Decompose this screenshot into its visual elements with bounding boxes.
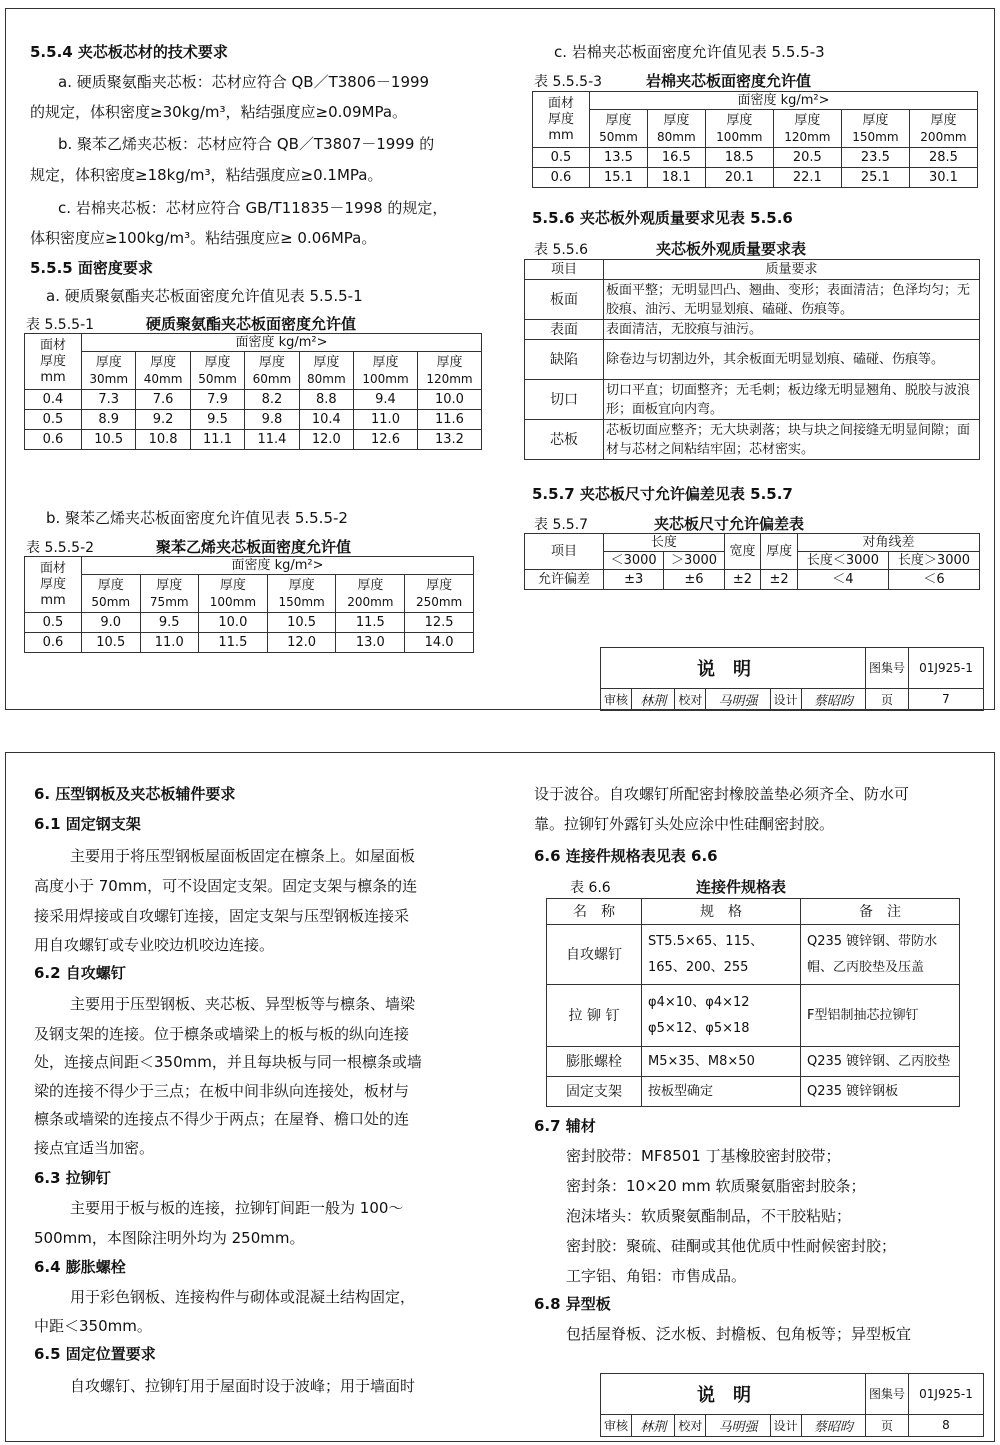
section-5-5-6-heading: 5.5.6 夹芯板外观质量要求见表 5.5.6 — [532, 209, 793, 227]
page-number: 8 — [909, 1414, 984, 1436]
table-header-row — [525, 534, 980, 552]
column-header — [82, 352, 136, 390]
table-cell: 9.5 — [190, 410, 244, 430]
table-cell: 11.5 — [199, 633, 268, 653]
text-line: 密封胶带：MF8501 丁基橡胶密封胶带； — [566, 1147, 841, 1165]
atlas-number: 01J925-1 — [909, 1374, 984, 1415]
drawing-title: 说明 — [601, 648, 866, 689]
table-cell: 18.5 — [705, 148, 773, 168]
table-number: 表 5.5.7 — [534, 517, 589, 533]
table-cell: 10.0 — [199, 613, 268, 633]
text-line: 自攻螺钉、拉铆钉用于屋面时设于波峰；用于墙面时 — [70, 1377, 416, 1395]
column-header: 长度＞3000 — [888, 552, 979, 570]
column-header — [841, 110, 909, 148]
column-header-unit: 120mm — [784, 129, 831, 144]
table-cell: 10.0 — [417, 390, 481, 410]
drawing-title: 说明 — [601, 1374, 866, 1415]
text-line: 主要用于板与板的连接，拉铆钉间距一般为 100～ — [70, 1199, 404, 1217]
table-cell: Q235 镀锌钢板 — [801, 1077, 960, 1107]
table-title: 夹芯板尺寸允许偏差表 — [654, 515, 805, 533]
column-header-unit: 40mm — [143, 371, 183, 386]
text-line: b. 聚苯乙烯夹芯板：芯材应符合 QB／T3807－1999 的 — [58, 135, 435, 153]
page-8 — [5, 752, 995, 1442]
design-label: 设计 — [770, 1414, 801, 1436]
group-header: 面密度 kg/m²> — [82, 334, 482, 352]
table-cell: 10.5 — [267, 613, 336, 633]
table-header-row — [25, 334, 482, 352]
section-5-5-7-heading: 5.5.7 夹芯板尺寸允许偏差见表 5.5.7 — [532, 485, 793, 503]
text-line: 靠。拉铆钉外露钉头处应涂中性硅酮密封胶。 — [534, 815, 835, 833]
table-cell: 切口平直；切面整齐；无毛刺；板边缘无明显翘角、脱胶与波浪形；面板宜向内弯。 — [604, 380, 980, 420]
row-label: 0.5 — [533, 148, 590, 168]
column-header-unit: 100mm — [362, 371, 409, 386]
column-header — [190, 352, 244, 390]
table-5-5-7 — [524, 533, 980, 590]
text-line: 处，连接点间距＜350mm，并且每块板与同一根檩条或墙 — [34, 1053, 422, 1071]
column-header-unit: 150mm — [278, 594, 325, 609]
column-header — [136, 352, 190, 390]
group-header: 面密度 kg/m²> — [82, 557, 474, 575]
table-cell: 表面清洁，无胶痕与油污。 — [604, 320, 980, 340]
table-row — [525, 280, 980, 320]
row-label: 芯板 — [525, 420, 604, 460]
table-row — [547, 985, 960, 1047]
table-cell: 12.5 — [405, 613, 474, 633]
column-header-label: 厚度 — [150, 354, 177, 370]
table-cell: 12.0 — [299, 430, 353, 450]
table-number: 表 5.5.5-1 — [26, 317, 95, 333]
text-line: b. 聚苯乙烯夹芯板面密度允许值见表 5.5.5-2 — [46, 509, 348, 527]
column-header-unit: 150mm — [852, 129, 899, 144]
table-cell: 10.5 — [82, 430, 136, 450]
column-header — [267, 575, 336, 613]
column-header-label: 厚度 — [862, 112, 889, 128]
text-line: c. 岩棉夹芯板：芯材应符合 GB/T11835－1998 的规定， — [58, 199, 448, 217]
text-line: 高度小于 70mm，可不设固定支架。固定支架与檩条的连 — [34, 877, 418, 895]
column-header: 项目 — [525, 260, 604, 280]
column-header: ＜3000 — [604, 552, 664, 570]
table-cell: 11.4 — [245, 430, 299, 450]
table-number: 表 6.6 — [570, 880, 611, 896]
text-line: 接采用焊接或自攻螺钉连接，固定支架与压型钢板连接采 — [34, 907, 410, 925]
column-header: 质量要求 — [604, 260, 980, 280]
table-cell: 9.4 — [354, 390, 418, 410]
table-cell: 8.2 — [245, 390, 299, 410]
column-header: 规 格 — [642, 899, 801, 925]
table-row — [25, 390, 482, 410]
column-header-label: 厚度 — [426, 577, 453, 593]
table-5-5-5-3 — [532, 91, 978, 188]
text-line: 主要用于将压型钢板屋面板固定在檩条上。如屋面板 — [70, 847, 416, 865]
section-6-2-heading: 6.2 自攻螺钉 — [34, 964, 126, 982]
corner-header: 面材 厚度 mm — [533, 92, 590, 148]
column-header-unit: 100mm — [209, 594, 257, 609]
table-cell: 18.1 — [647, 168, 705, 188]
row-label: 缺陷 — [525, 340, 604, 380]
section-6-5-heading: 6.5 固定位置要求 — [34, 1345, 156, 1363]
column-header-unit: 200mm — [920, 129, 967, 144]
column-header-unit: 75mm — [149, 594, 189, 609]
table-cell: ±2 — [724, 570, 761, 590]
column-header — [82, 575, 141, 613]
column-header-label: 厚度 — [95, 354, 122, 370]
table-row — [525, 380, 980, 420]
text-line: 500mm，本图除注明外均为 250mm。 — [34, 1229, 305, 1247]
column-header-label: 厚度 — [930, 112, 957, 128]
row-label: 0.5 — [25, 410, 82, 430]
table-cell: 15.1 — [590, 168, 648, 188]
design-signature: 蔡昭昀 — [801, 1414, 865, 1436]
text-line: 设于波谷。自攻螺钉所配密封橡胶盖垫必须齐全、防水可 — [534, 785, 910, 803]
corner-header: 面材 厚度 mm — [25, 557, 82, 613]
column-header: 长度 — [604, 534, 725, 552]
section-6-4-heading: 6.4 膨胀螺栓 — [34, 1258, 126, 1276]
column-header-unit: 200mm — [347, 594, 394, 609]
column-header-label: 厚度 — [204, 354, 231, 370]
table-header-row — [533, 110, 978, 148]
table-cell: 23.5 — [841, 148, 909, 168]
table-header-row — [25, 575, 474, 613]
text-line: c. 岩棉夹芯板面密度允许值见表 5.5.5-3 — [554, 43, 825, 61]
section-6-heading: 6. 压型钢板及夹芯板辅件要求 — [34, 785, 236, 803]
row-label: 表面 — [525, 320, 604, 340]
table-cell: Q235 镀锌钢、带防水 帽、乙丙胶垫及压盖 — [801, 925, 960, 985]
table-cell: 10.8 — [136, 430, 190, 450]
check-label: 校对 — [675, 1414, 706, 1436]
text-line: 中距＜350mm。 — [34, 1317, 152, 1335]
column-header-label: 厚度 — [258, 354, 285, 370]
title-block-row — [601, 648, 984, 689]
text-line: 泡沫堵头：软质聚氨酯制品，不干胶粘贴； — [566, 1207, 852, 1225]
column-header: 项目 — [525, 534, 604, 570]
row-label: 允许偏差 — [525, 570, 604, 590]
section-6-7-heading: 6.7 辅材 — [534, 1117, 596, 1135]
table-cell: 13.5 — [590, 148, 648, 168]
table-cell: 7.3 — [82, 390, 136, 410]
row-label: 板面 — [525, 280, 604, 320]
table-cell: F型铝制抽芯拉铆钉 — [801, 985, 960, 1047]
text-line: 密封条：10×20 mm 软质聚氨脂密封胶条； — [566, 1177, 866, 1195]
review-signature: 林荆 — [632, 688, 675, 710]
table-cell: 14.0 — [405, 633, 474, 653]
table-cell: ST5.5×65、115、 165、200、255 — [642, 925, 801, 985]
table-cell: 8.8 — [299, 390, 353, 410]
page-label: 页 — [866, 688, 909, 710]
column-header — [417, 352, 481, 390]
text-line: a. 硬质聚氨酯夹芯板面密度允许值见表 5.5.5-1 — [46, 287, 363, 305]
table-row — [547, 925, 960, 985]
section-6-6-heading: 6.6 连接件规格表见表 6.6 — [534, 847, 718, 865]
column-header-label: 厚度 — [436, 354, 463, 370]
row-label: 0.5 — [25, 613, 82, 633]
table-cell: 22.1 — [773, 168, 841, 188]
table-cell: ＜4 — [797, 570, 888, 590]
design-label: 设计 — [770, 688, 801, 710]
table-row — [25, 613, 474, 633]
row-label: 0.6 — [533, 168, 590, 188]
review-label: 审核 — [601, 688, 632, 710]
design-signature: 蔡昭昀 — [801, 688, 865, 710]
table-cell: ±2 — [761, 570, 798, 590]
column-header-label: 厚度 — [372, 354, 399, 370]
check-signature: 马明强 — [706, 688, 770, 710]
table-title: 夹芯板外观质量要求表 — [656, 240, 807, 258]
text-line: 及钢支架的连接。位于檩条或墙梁上的板与板的纵向连接 — [34, 1025, 410, 1043]
section-6-3-heading: 6.3 拉铆钉 — [34, 1169, 111, 1187]
column-header-unit: 50mm — [599, 129, 638, 144]
table-row — [525, 340, 980, 380]
column-header — [705, 110, 773, 148]
table-cell: 25.1 — [841, 168, 909, 188]
text-line: a. 硬质聚氨酯夹芯板：芯材应符合 QB／T3806－1999 — [58, 73, 430, 91]
table-cell: 除卷边与切割边外，其余板面无明显划痕、磕碰、伤痕等。 — [604, 340, 980, 380]
column-header — [140, 575, 199, 613]
section-5-5-5-heading: 5.5.5 面密度要求 — [30, 259, 153, 277]
column-header — [354, 352, 418, 390]
row-label: 切口 — [525, 380, 604, 420]
column-header — [299, 352, 353, 390]
text-line: 檩条或墙梁的连接点不得少于两点；在屋脊、檐口处的连 — [34, 1110, 410, 1128]
table-cell: 7.6 — [136, 390, 190, 410]
title-block-row — [601, 1374, 984, 1415]
table-cell: 9.0 — [82, 613, 141, 633]
table-cell: 12.6 — [354, 430, 418, 450]
table-cell: 13.2 — [417, 430, 481, 450]
text-line: 梁的连接不得少于三点；在板中间非纵向连接处，板材与 — [34, 1082, 410, 1100]
table-cell: ＜6 — [888, 570, 979, 590]
table-row — [25, 430, 482, 450]
column-header: 对角线差 — [797, 534, 979, 552]
table-cell: ±6 — [664, 570, 724, 590]
table-cell: 11.5 — [336, 613, 405, 633]
column-header — [245, 352, 299, 390]
text-line: 规定，体积密度≥18kg/m³，粘结强度应≥0.1MPa。 — [30, 166, 383, 184]
review-signature: 林荆 — [632, 1414, 675, 1436]
table-cell: 10.4 — [299, 410, 353, 430]
title-block-row — [601, 688, 984, 710]
table-header-row — [525, 260, 980, 280]
column-header: 宽度 — [724, 534, 761, 570]
row-label: 拉 铆 钉 — [547, 985, 642, 1047]
table-header-row — [25, 557, 474, 575]
corner-header: 面材 厚度 mm — [25, 334, 82, 390]
column-header-unit: 100mm — [716, 129, 763, 144]
table-cell: 8.9 — [82, 410, 136, 430]
column-header-label: 厚度 — [726, 112, 753, 128]
table-title: 连接件规格表 — [696, 878, 787, 896]
table-title: 硬质聚氨酯夹芯板面密度允许值 — [146, 315, 357, 333]
table-cell: 28.5 — [909, 148, 977, 168]
section-5-5-4-heading: 5.5.4 夹芯板芯材的技术要求 — [30, 43, 228, 61]
table-cell: 7.9 — [190, 390, 244, 410]
text-line: 主要用于压型钢板、夹芯板、异型板等与檩条、墙梁 — [70, 995, 416, 1013]
column-header-unit: 60mm — [252, 371, 292, 386]
table-cell: 9.8 — [245, 410, 299, 430]
atlas-number: 01J925-1 — [909, 648, 984, 689]
table-row — [525, 420, 980, 460]
column-header-unit: 30mm — [89, 371, 129, 386]
table-cell: 板面平整；无明显凹凸、翘曲、变形；表面清洁；色泽均匀；无胶痕、油污、无明显划痕、磕碰、伤痕等。 — [604, 280, 980, 320]
text-line: 的规定，体积密度≥30kg/m³，粘结强度应≥0.09MPa。 — [30, 103, 408, 121]
table-cell: 11.6 — [417, 410, 481, 430]
column-header: ＞3000 — [664, 552, 724, 570]
table-row — [525, 320, 980, 340]
text-line: 体积密度应≥100kg/m³。粘结强度应≥ 0.06MPa。 — [30, 229, 377, 247]
text-line: 密封胶：聚硫、硅酮或其他优质中性耐候密封胶； — [566, 1237, 897, 1255]
table-cell: 按板型确定 — [642, 1077, 801, 1107]
table-header-row — [25, 352, 482, 390]
text-line: 用于彩色钢板、连接构件与砌体或混凝土结构固定， — [70, 1288, 416, 1306]
page-label: 页 — [866, 1414, 909, 1436]
table-6-6 — [546, 898, 960, 1107]
text-line: 工字铝、角铝：市售成品。 — [566, 1267, 747, 1285]
table-number: 表 5.5.5-3 — [534, 74, 603, 90]
column-header — [336, 575, 405, 613]
row-label: 0.6 — [25, 633, 82, 653]
column-header-unit: 50mm — [91, 594, 131, 609]
section-6-1-heading: 6.1 固定钢支架 — [34, 815, 141, 833]
column-header-label: 厚度 — [357, 577, 384, 593]
column-header — [647, 110, 705, 148]
row-label: 0.4 — [25, 390, 82, 410]
column-header-unit: 50mm — [198, 371, 237, 386]
column-header-label: 厚度 — [156, 577, 183, 593]
table-header-row — [547, 899, 960, 925]
row-label: 固定支架 — [547, 1077, 642, 1107]
table-header-row — [533, 92, 978, 110]
table-5-5-5-2 — [24, 556, 474, 653]
review-label: 审核 — [601, 1414, 632, 1436]
column-header — [590, 110, 648, 148]
row-label: 自攻螺钉 — [547, 925, 642, 985]
page-7 — [5, 8, 995, 710]
table-cell: φ4×10、φ4×12 φ5×12、φ5×18 — [642, 985, 801, 1047]
table-cell: 16.5 — [647, 148, 705, 168]
table-row — [25, 633, 474, 653]
table-row — [25, 410, 482, 430]
table-cell: 13.0 — [336, 633, 405, 653]
atlas-number-label: 图集号 — [866, 1374, 909, 1415]
page-number: 7 — [909, 688, 984, 710]
table-title: 岩棉夹芯板面密度允许值 — [646, 72, 812, 90]
column-header-unit: 80mm — [657, 129, 696, 144]
column-header: 名 称 — [547, 899, 642, 925]
check-label: 校对 — [675, 688, 706, 710]
check-signature: 马明强 — [706, 1414, 770, 1436]
table-cell: 9.5 — [140, 613, 199, 633]
table-number: 表 5.5.5-2 — [26, 540, 95, 556]
group-header: 面密度 kg/m²> — [590, 92, 978, 110]
column-header: 厚度 — [761, 534, 798, 570]
table-cell: 芯板切面应整齐；无大块剥落；块与块之间接缝无明显间隙；面材与芯材之间粘结牢固；芯材密实。 — [604, 420, 980, 460]
section-6-8-heading: 6.8 异型板 — [534, 1295, 611, 1313]
table-cell: 12.0 — [267, 633, 336, 653]
text-line: 包括屋脊板、泛水板、封檐板、包角板等；异型板宜 — [566, 1325, 912, 1343]
text-line: 用自攻螺钉或专业咬边机咬边连接。 — [34, 936, 275, 954]
column-header-unit: 80mm — [307, 371, 346, 386]
table-cell: 10.5 — [82, 633, 141, 653]
title-block — [600, 647, 984, 711]
column-header — [909, 110, 977, 148]
table-cell: ±3 — [604, 570, 664, 590]
column-header-label: 厚度 — [97, 577, 124, 593]
table-cell: 11.0 — [140, 633, 199, 653]
column-header-label: 厚度 — [605, 112, 632, 128]
table-row — [525, 570, 980, 590]
table-5-5-6 — [524, 259, 980, 460]
column-header-label: 厚度 — [313, 354, 340, 370]
table-row — [533, 168, 978, 188]
atlas-number-label: 图集号 — [866, 648, 909, 689]
column-header — [199, 575, 268, 613]
table-title: 聚苯乙烯夹芯板面密度允许值 — [156, 538, 352, 556]
column-header — [405, 575, 474, 613]
row-label: 膨胀螺栓 — [547, 1047, 642, 1077]
table-cell: 20.5 — [773, 148, 841, 168]
text-line: 接点宜适当加密。 — [34, 1139, 155, 1157]
column-header-label: 厚度 — [794, 112, 821, 128]
table-5-5-5-1 — [24, 333, 482, 450]
column-header-label: 厚度 — [219, 577, 246, 593]
column-header-label: 厚度 — [663, 112, 690, 128]
table-cell: 30.1 — [909, 168, 977, 188]
title-block-row — [601, 1414, 984, 1436]
table-row — [547, 1047, 960, 1077]
table-cell: 11.1 — [190, 430, 244, 450]
table-cell: M5×35、M8×50 — [642, 1047, 801, 1077]
column-header — [773, 110, 841, 148]
column-header-label: 厚度 — [288, 577, 315, 593]
table-row — [533, 148, 978, 168]
table-cell: 11.0 — [354, 410, 418, 430]
table-cell: Q235 镀锌钢、乙丙胶垫 — [801, 1047, 960, 1077]
table-row — [547, 1077, 960, 1107]
column-header: 备 注 — [801, 899, 960, 925]
table-cell: 9.2 — [136, 410, 190, 430]
column-header-unit: 120mm — [426, 371, 473, 386]
table-number: 表 5.5.6 — [534, 242, 589, 258]
row-label: 0.6 — [25, 430, 82, 450]
table-cell: 20.1 — [705, 168, 773, 188]
title-block — [600, 1373, 984, 1437]
column-header: 长度＜3000 — [797, 552, 888, 570]
column-header-unit: 250mm — [415, 594, 463, 609]
